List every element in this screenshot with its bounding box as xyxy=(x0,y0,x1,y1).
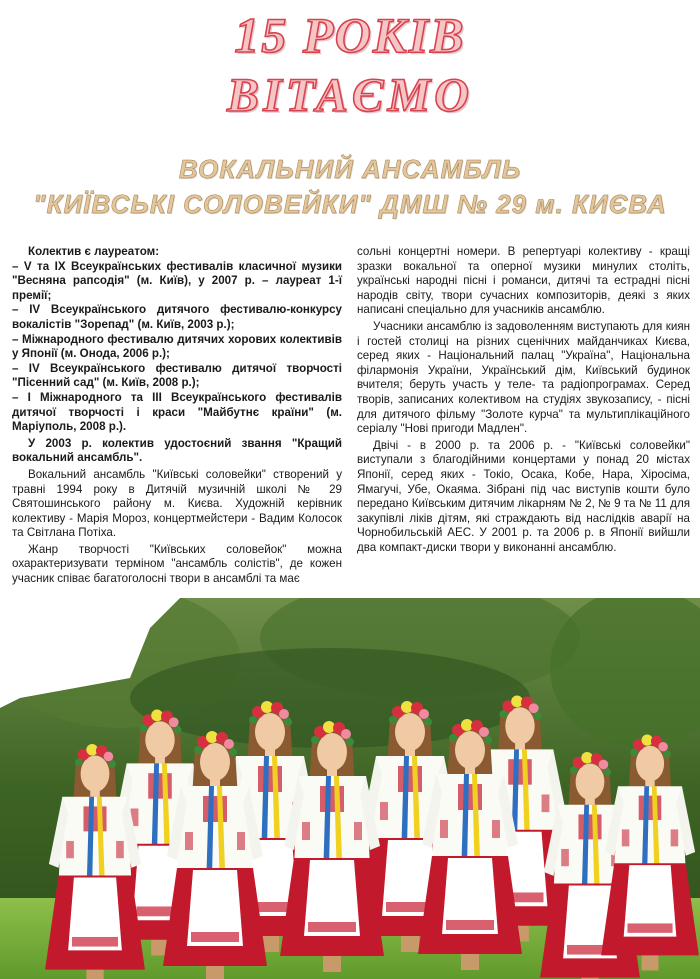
charity-paragraph: Двічі - в 2000 р. та 2006 р. - "Київські соловейки" виступали з благодійними концертами у понад 20 містах Японії, серед яких - Токіо, Осака, Кобе, Нара, Хіросіма, Ямагучі, Убе, Окаяма. Зібрані під час виступів кошти було передано Київським дитячим лікарням № 2, № 9 та № 11 для закупівлі ліків дітям, які страждають від наслідків аварії на Чорнобильській АЕС. У 2001 р. та 2006 р. в Японії вийшли два компакт-диски твори у виконанні ансамблю. xyxy=(357,438,690,554)
award-item: – IV Всеукраїнського фестивалю дитячої творчості "Пісенний сад" (м. Київ, 2008 р.); xyxy=(12,361,342,390)
award-item: – IV Всеукраїнського дитячого фестивалю-конкурсу вокалістів "Зорепад" (м. Київ, 2003 р.); xyxy=(12,303,342,331)
award-item: – V та ІХ Всеукраїнських фестивалів класичної музики "Весняна рапсодія" (м. Київ), у 2007 р. – лауреат 1-ї премії; xyxy=(12,259,342,302)
ensemble-name-heading: "КИЇВСЬКІ СОЛОВЕЙКИ" ДМШ № 29 м. КИЄВА xyxy=(33,189,667,219)
ensemble-type-heading: ВОКАЛЬНИЙ АНСАМБЛЬ xyxy=(178,154,522,184)
history-paragraph: Вокальний ансамбль "Київські соловейки" створений у травні 1994 року в Дитячій музичній школі № 29 Святошинського району м. Києва. Художній керівник колективу - Марія Мороз, концертмейстери - Вадим Колосок та Світлана Потіха. xyxy=(12,467,342,540)
repertoire-paragraph: сольні концертні номери. В репертуарі колективу - кращі зразки вокальної та оперної музики минулих століть, українські народні пісні і романси, дитячі та естрадні пісні народів світу, твори сучасних композиторів, деякі з яких написані спеціально для учасників ансамблю. xyxy=(357,245,690,317)
title-award-paragraph: У 2003 р. колектив удостоєний звання "Кращий вокальний ансамбль". xyxy=(12,436,342,465)
award-item: – І Міжнародного та ІІІ Всеукраїнського фестивалів дитячої творчості і краси "Майбутнє країни" (м. Маріуполь, 2008 р.). xyxy=(12,390,342,434)
ensemble-group-photo xyxy=(0,598,700,979)
genre-paragraph: Жанр творчості "Київських соловейок" можна охарактеризувати терміном "ансамбль солістів", де кожен учасник співає багатоголосні твори в ансамблі та має xyxy=(12,542,342,586)
anniversary-title: 15 РОКІВ xyxy=(234,7,466,63)
article-right-column xyxy=(357,245,690,555)
performances-paragraph: Учасники ансамблю із задоволенням виступають для киян і гостей столиці на різних сценічних майданчиках Києва, серед яких - Національний палац "Україна", Національна філармонія України, Український дім, Київський будинок вчителя; беруть участь у теле- та радіопрограмах. Серед творів, записаних колективом на студіях звукозапису, - пісні для дитячого фільму "Золоте курча" та мультиплікаційного серіалу "Нові пригоди Мадлен". xyxy=(357,319,690,436)
article-left-column xyxy=(12,245,342,587)
award-item: – Міжнародного фестивалю дитячих хорових колективів у Японії (м. Онода, 2006 р.); xyxy=(12,332,342,361)
laureate-intro: Колектив є лауреатом: xyxy=(28,245,160,258)
greeting-title: ВІТАЄМО xyxy=(227,69,473,122)
